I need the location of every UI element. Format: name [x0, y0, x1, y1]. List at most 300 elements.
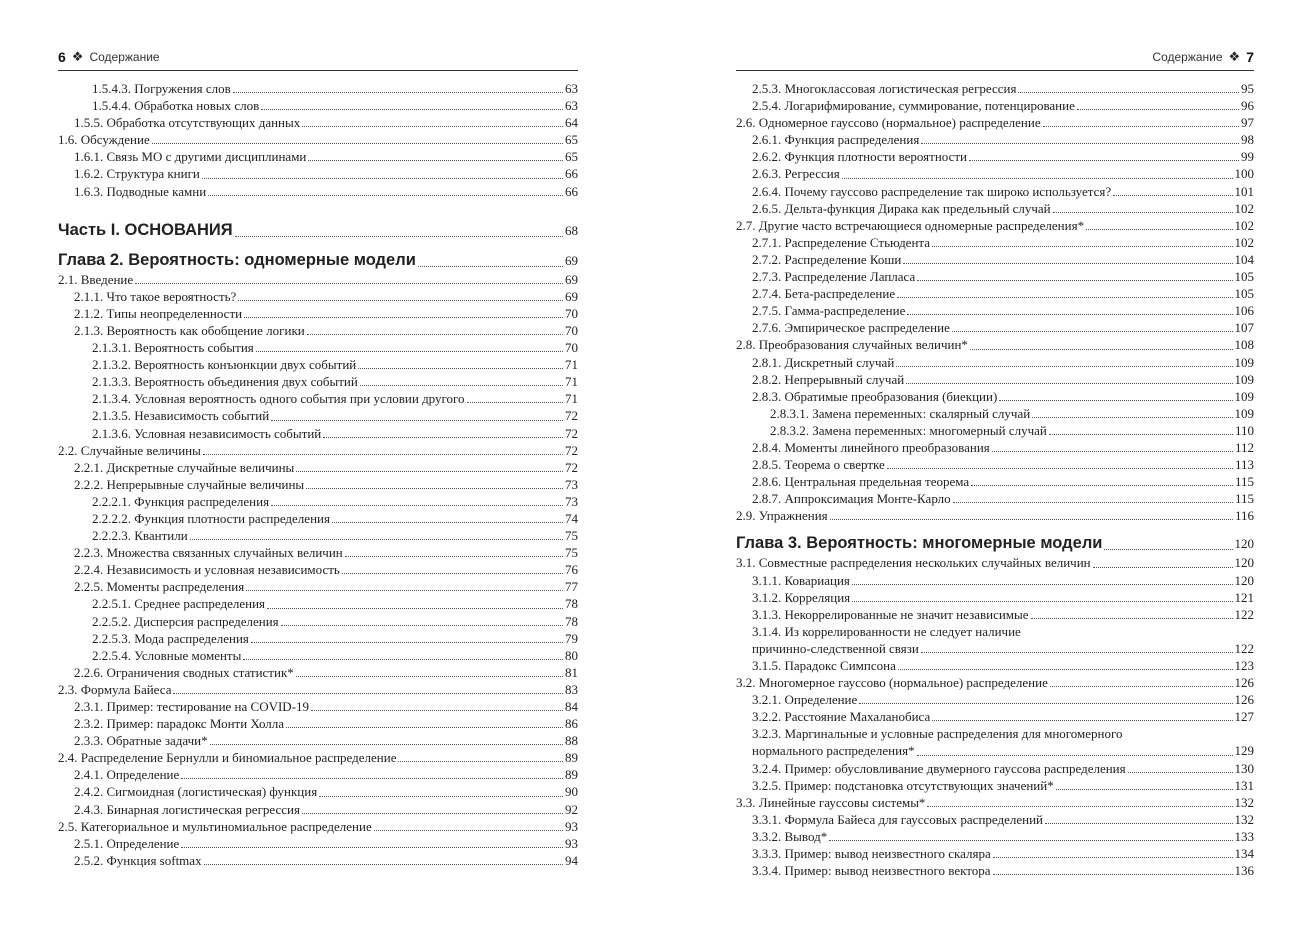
toc-entry[interactable]: [736, 268, 1254, 285]
toc-page-number: 127: [1234, 709, 1254, 725]
toc-entry-title: 3.2.5. Пример: подстановка отсутствующих значений*: [752, 777, 1054, 793]
toc-page-number: 134: [1234, 846, 1254, 862]
toc-page-number: 68: [565, 222, 578, 238]
toc-entry-title: 3.3.1. Формула Байеса для гауссовых распределений: [752, 811, 1044, 827]
toc-heading[interactable]: [736, 532, 1254, 554]
toc-page-number: 130: [1234, 760, 1254, 776]
dot-leader: [829, 839, 1232, 841]
dot-leader: [271, 419, 563, 421]
toc-entry[interactable]: [58, 818, 578, 835]
toc-page-number: 136: [1234, 863, 1254, 879]
dot-leader: [896, 365, 1232, 367]
toc-entry[interactable]: [736, 507, 1254, 524]
dot-leader: [267, 607, 563, 609]
toc-entry[interactable]: [736, 183, 1254, 200]
dot-leader: [243, 658, 563, 660]
running-title: Содержание: [89, 50, 160, 64]
toc-entry[interactable]: [736, 165, 1254, 182]
header-rule: [58, 70, 578, 71]
dot-leader: [235, 235, 563, 237]
toc-entry-title: 1.6.1. Связь МО с другими дисциплинами: [74, 149, 307, 165]
dot-leader: [181, 777, 563, 779]
toc-entry[interactable]: [736, 80, 1254, 97]
toc-page-number: 102: [1234, 234, 1254, 250]
toc-entry[interactable]: [58, 183, 578, 200]
dot-leader: [952, 330, 1233, 332]
dot-leader: [203, 453, 563, 455]
toc-page-number: 102: [1234, 200, 1254, 216]
toc-page-number: 80: [565, 647, 578, 663]
toc-entry[interactable]: [736, 302, 1254, 319]
toc-entry[interactable]: [736, 589, 1254, 606]
toc-entry[interactable]: [58, 148, 578, 165]
toc-entry[interactable]: [58, 305, 578, 322]
dot-leader: [281, 624, 563, 626]
dot-leader: [1128, 771, 1233, 773]
dot-leader: [323, 436, 563, 438]
toc-entry[interactable]: [736, 422, 1254, 439]
toc-page-number: 94: [565, 852, 578, 868]
dot-leader: [244, 316, 563, 318]
dot-leader: [342, 572, 563, 574]
toc-page-number: 95: [1241, 81, 1254, 96]
toc-entry-title: 2.2.2.2. Функция плотности распределения: [92, 510, 330, 526]
dot-leader: [418, 265, 563, 267]
dot-leader: [271, 504, 563, 506]
dot-leader: [261, 108, 563, 110]
toc-entry-title: 2.2.6. Ограничения сводных статистик*: [74, 664, 294, 680]
toc-entry[interactable]: [58, 613, 578, 630]
toc-page-number: 83: [565, 681, 578, 697]
dot-leader: [1032, 416, 1232, 418]
toc-entry-title: 2.4. Распределение Бернулли и биномиальное распределение: [58, 750, 397, 766]
dot-leader: [971, 484, 1233, 486]
toc-entry-title: 1.6.3. Подводные камни: [74, 183, 207, 199]
toc-entry[interactable]: [736, 114, 1254, 131]
dot-leader: [1056, 788, 1233, 790]
toc-entry[interactable]: [736, 439, 1254, 456]
dot-leader: [1045, 822, 1232, 824]
toc-page-number: 76: [565, 562, 578, 578]
toc-entry[interactable]: [58, 493, 578, 510]
toc-entry[interactable]: [58, 390, 578, 407]
dot-leader: [1086, 228, 1232, 230]
toc-entry-title: 2.2.5.3. Мода распределения: [92, 630, 249, 646]
toc-entry[interactable]: [58, 442, 578, 459]
toc-entry-title: 2.2.3. Множества связанных случайных величин: [74, 545, 343, 561]
toc-entry[interactable]: [736, 760, 1254, 777]
toc-page-number: 75: [565, 545, 578, 561]
toc-entry[interactable]: [736, 742, 1254, 759]
toc-entry-title: 2.8.3. Обратимые преобразования (биекции): [752, 388, 998, 404]
toc-page-number: 115: [1234, 474, 1254, 490]
toc-page-number: 106: [1234, 303, 1254, 319]
toc-page-number: 120: [1234, 572, 1254, 588]
dot-leader: [842, 177, 1233, 179]
toc-entry[interactable]: [736, 708, 1254, 725]
toc-entry[interactable]: [58, 271, 578, 288]
toc-page-number: 70: [565, 322, 578, 338]
toc-entry[interactable]: [58, 322, 578, 339]
toc-entry-title: 2.1.3.5. Независимость событий: [92, 408, 270, 424]
toc-entry[interactable]: [736, 405, 1254, 422]
dot-leader: [993, 856, 1233, 858]
toc-entry-title: 3.1.3. Некоррелированные не значит независимые: [752, 606, 1029, 622]
toc-entry-title: 2.8.6. Центральная предельная теорема: [752, 474, 970, 490]
toc-entry[interactable]: [58, 561, 578, 578]
toc-page-number: 109: [1234, 371, 1254, 387]
toc-entry-title: 2.1.3. Вероятность как обобщение логики: [74, 322, 305, 338]
toc-page-number: 75: [565, 528, 578, 544]
dot-leader: [970, 348, 1233, 350]
toc-entry-title: 2.7. Другие часто встречающиеся одномерные распределения*: [736, 217, 1085, 233]
dot-leader: [932, 719, 1232, 721]
dot-leader: [917, 279, 1232, 281]
toc-entry[interactable]: [736, 725, 1254, 742]
toc-entry-title: 3.2.4. Пример: обусловливание двумерного гауссова распределения: [752, 760, 1126, 776]
toc-entry[interactable]: [58, 749, 578, 766]
toc-entry-title: 2.2.2.3. Квантили: [92, 528, 188, 544]
toc-entry-title: 2.4.3. Бинарная логистическая регрессия: [74, 801, 300, 817]
toc-entry-title: причинно-следственной связи: [752, 640, 919, 656]
toc-entry[interactable]: [58, 664, 578, 681]
toc-entry[interactable]: [736, 148, 1254, 165]
dot-leader: [859, 702, 1232, 704]
toc-spacer: [58, 241, 578, 249]
toc-entry-title: 2.7.3. Распределение Лапласа: [752, 269, 916, 285]
dot-leader: [308, 159, 563, 161]
toc-page-number: 129: [1234, 743, 1254, 759]
toc-page-number: 89: [565, 750, 578, 766]
toc-entry-title: 2.3. Формула Байеса: [58, 681, 172, 697]
toc-entry[interactable]: [736, 131, 1254, 148]
toc-entry-title: 2.4.1. Определение: [74, 767, 180, 783]
toc-entry[interactable]: [58, 80, 578, 97]
toc-entry[interactable]: [58, 835, 578, 852]
toc-entry[interactable]: [736, 354, 1254, 371]
header-rule: [736, 70, 1254, 71]
toc-entry-title: 2.6.1. Функция распределения: [752, 132, 920, 148]
toc-entry[interactable]: [736, 285, 1254, 302]
dot-leader: [1053, 211, 1233, 213]
toc-entry-title: 1.6.2. Структура книги: [74, 166, 200, 182]
toc-page-number: 89: [565, 767, 578, 783]
toc-entry-title: 3.3.4. Пример: вывод неизвестного вектора: [752, 863, 991, 879]
toc-heading[interactable]: [58, 249, 578, 271]
toc-entry[interactable]: [58, 510, 578, 527]
dot-leader: [852, 583, 1233, 585]
toc-page-number: 112: [1234, 439, 1254, 455]
dot-leader: [302, 812, 563, 814]
toc-page-number: 115: [1234, 491, 1254, 507]
toc-page-number: 107: [1234, 320, 1254, 336]
dot-leader: [208, 194, 563, 196]
dot-leader: [906, 382, 1232, 384]
toc-spacer: [736, 524, 1254, 532]
dot-leader: [152, 142, 563, 144]
ornament-icon: ❖: [71, 49, 84, 64]
toc-entry[interactable]: [58, 165, 578, 182]
dot-leader: [917, 754, 1233, 756]
toc-entry-title: 2.7.5. Гамма-распределение: [752, 303, 906, 319]
toc-entry-title: 2.7.2. Распределение Коши: [752, 251, 902, 267]
toc-page-number: 131: [1234, 777, 1254, 793]
toc-page-number: 93: [565, 818, 578, 834]
toc-page-number: 104: [1234, 251, 1254, 267]
toc-entry[interactable]: [736, 371, 1254, 388]
toc-entry-title: 2.1.1. Что такое вероятность?: [74, 288, 237, 304]
dot-leader: [969, 159, 1239, 161]
toc-entry[interactable]: [58, 288, 578, 305]
dot-leader: [1018, 91, 1239, 93]
toc-page-number: 105: [1234, 286, 1254, 302]
toc-page-number: 126: [1234, 692, 1254, 708]
dot-leader: [319, 795, 563, 797]
toc-page-number: 132: [1234, 811, 1254, 827]
toc-page-number: 74: [565, 510, 578, 526]
toc-page-number: 109: [1234, 388, 1254, 404]
toc-page-number: 69: [565, 271, 578, 287]
toc-entry[interactable]: [736, 828, 1254, 845]
toc-entry[interactable]: [736, 234, 1254, 251]
running-head: [58, 48, 578, 66]
toc-entry-title: 2.3.3. Обратные задачи*: [74, 733, 208, 749]
toc-entry[interactable]: [736, 200, 1254, 217]
toc-entry[interactable]: [736, 623, 1254, 640]
toc-entry[interactable]: [736, 606, 1254, 623]
toc-entry[interactable]: [736, 490, 1254, 507]
toc-page-number: 64: [565, 115, 578, 131]
right-page: [736, 0, 1254, 935]
dot-leader: [1031, 617, 1233, 619]
toc-entry[interactable]: [736, 794, 1254, 811]
dot-leader: [210, 743, 563, 745]
toc-entry[interactable]: [736, 811, 1254, 828]
toc-page-number: 78: [565, 613, 578, 629]
toc-entry[interactable]: [58, 647, 578, 664]
toc-entry-title: 2.2.5.2. Дисперсия распределения: [92, 613, 279, 629]
toc-entry[interactable]: [58, 407, 578, 424]
toc-entry[interactable]: [58, 425, 578, 442]
toc-page-number: 72: [565, 442, 578, 458]
toc-entry-title: 2.2.2.1. Функция распределения: [92, 493, 270, 509]
dot-leader: [374, 829, 563, 831]
toc-page-number: 99: [1241, 149, 1254, 165]
dot-leader: [251, 641, 563, 643]
toc-entry-title: 2.1.3.3. Вероятность объединения двух событий: [92, 374, 358, 390]
toc-page-number: 70: [565, 340, 578, 356]
dot-leader: [897, 296, 1232, 298]
toc-page-number: 66: [565, 166, 578, 182]
dot-leader: [173, 692, 563, 694]
toc-entry-title: 3.1.1. Ковариация: [752, 572, 850, 588]
toc-entry[interactable]: [58, 97, 578, 114]
toc-entry-title: 2.7.4. Бета-распределение: [752, 286, 896, 302]
toc-entry[interactable]: [736, 336, 1254, 353]
toc-entry[interactable]: [58, 578, 578, 595]
toc-heading[interactable]: [58, 219, 578, 241]
toc-page-number: 123: [1234, 658, 1254, 673]
toc-entry-title: 2.5.1. Определение: [74, 835, 180, 851]
toc-entry[interactable]: [58, 766, 578, 783]
toc-entry[interactable]: [736, 845, 1254, 862]
toc-entry-title: 2.9. Упражнения: [736, 508, 828, 524]
toc-page-number: 81: [565, 664, 578, 680]
toc-entry[interactable]: [58, 339, 578, 356]
toc-page-number: 79: [565, 630, 578, 646]
toc-entry-title: 3.2.1. Определение: [752, 692, 858, 708]
dot-leader: [993, 873, 1233, 875]
toc-entry-title: 2.2.5. Моменты распределения: [74, 579, 245, 595]
dot-leader: [1043, 125, 1239, 127]
toc-entry-title: 2.1.3.4. Условная вероятность одного события при условии другого: [92, 391, 465, 407]
dot-leader: [830, 518, 1233, 520]
toc-page-number: 132: [1234, 794, 1254, 810]
toc-page-number: 72: [565, 459, 578, 475]
running-head: [736, 48, 1254, 66]
dot-leader: [202, 177, 563, 179]
toc-page-number: 71: [565, 374, 578, 390]
toc-entry-title: 2.2.5.1. Среднее распределения: [92, 596, 266, 612]
toc-entry-title: 2.5.4. Логарифмирование, суммирование, потенцирование: [752, 98, 1075, 114]
dot-leader: [307, 333, 563, 335]
toc-entry[interactable]: [58, 732, 578, 749]
toc-page-number: 122: [1234, 640, 1254, 656]
toc-list: [58, 80, 578, 869]
dot-leader: [360, 384, 563, 386]
dot-leader: [286, 726, 563, 728]
dot-leader: [1093, 566, 1233, 568]
dot-leader: [306, 487, 563, 489]
dot-leader: [927, 805, 1232, 807]
toc-page-number: 120: [1234, 536, 1254, 552]
toc-entry[interactable]: [736, 572, 1254, 589]
toc-page-number: 116: [1234, 508, 1254, 524]
toc-entry[interactable]: [736, 640, 1254, 657]
toc-page-number: 72: [565, 408, 578, 424]
dot-leader: [992, 450, 1233, 452]
toc-entry-title: 2.6.4. Почему гауссово распределение так широко используется?: [752, 183, 1112, 199]
dot-leader: [932, 245, 1232, 247]
toc-entry-title: 2.8.3.2. Замена переменных: многомерный случай: [770, 422, 1047, 438]
toc-entry-title: 2.5.3. Многоклассовая логистическая регрессия: [752, 81, 1017, 96]
dot-leader: [898, 668, 1233, 670]
toc-entry[interactable]: [736, 777, 1254, 794]
toc-entry-title: 3.1.4. Из коррелированности не следует наличие: [752, 623, 1021, 639]
toc-entry-title: 2.1.3.2. Вероятность конъюнкции двух событий: [92, 357, 357, 373]
dot-leader: [296, 470, 563, 472]
toc-entry[interactable]: [736, 251, 1254, 268]
toc-entry[interactable]: [58, 681, 578, 698]
toc-entry[interactable]: [736, 456, 1254, 473]
dot-leader: [311, 709, 563, 711]
toc-entry[interactable]: [58, 595, 578, 612]
toc-page-number: 90: [565, 784, 578, 800]
left-page: [58, 0, 578, 935]
toc-entry[interactable]: [58, 356, 578, 373]
dot-leader: [1104, 548, 1232, 550]
toc-entry[interactable]: [736, 97, 1254, 114]
toc-page-number: 93: [565, 835, 578, 851]
toc-entry-title: 2.2.5.4. Условные моменты: [92, 647, 242, 663]
toc-entry-title: 1.5.4.4. Обработка новых слов: [92, 98, 260, 114]
toc-entry-title: 2.6.5. Дельта-функция Дирака как предельный случай: [752, 200, 1051, 216]
toc-entry[interactable]: [58, 698, 578, 715]
toc-entry-title: 3.3. Линейные гауссовы системы*: [736, 794, 926, 810]
toc-entry-title: 2.8. Преобразования случайных величин*: [736, 337, 968, 353]
dot-leader: [246, 589, 563, 591]
toc-page-number: 65: [565, 132, 578, 148]
dot-leader: [135, 282, 563, 284]
toc-page-number: 69: [565, 252, 578, 268]
toc-page-number: 72: [565, 425, 578, 441]
dot-leader: [921, 651, 1233, 653]
toc-entry[interactable]: [58, 527, 578, 544]
toc-entry-title: Часть I. ОСНОВАНИЯ: [58, 220, 233, 239]
toc-entry-title: 1.5.5. Обработка отсутствующих данных: [74, 115, 301, 131]
toc-entry[interactable]: [736, 554, 1254, 571]
toc-page-number: 86: [565, 716, 578, 732]
page-number: 7: [1246, 49, 1254, 65]
toc-entry[interactable]: [736, 217, 1254, 234]
toc-spacer: [58, 200, 578, 219]
toc-entry[interactable]: [736, 691, 1254, 708]
toc-entry[interactable]: [736, 319, 1254, 336]
toc-page-number: 88: [565, 733, 578, 749]
toc-entry[interactable]: [58, 544, 578, 561]
toc-entry[interactable]: [58, 131, 578, 148]
toc-entry[interactable]: [58, 801, 578, 818]
toc-entry[interactable]: [58, 459, 578, 476]
toc-entry[interactable]: [58, 783, 578, 800]
toc-page-number: 70: [565, 305, 578, 321]
toc-entry[interactable]: [736, 862, 1254, 879]
toc-entry[interactable]: [58, 476, 578, 493]
ornament-icon: ❖: [1228, 49, 1241, 64]
dot-leader: [256, 350, 563, 352]
toc-entry[interactable]: [58, 373, 578, 390]
toc-entry-title: 3.3.2. Вывод*: [752, 828, 828, 844]
toc-entry-title: 3.3.3. Пример: вывод неизвестного скаляра: [752, 846, 991, 862]
toc-entry[interactable]: [736, 473, 1254, 490]
dot-leader: [921, 142, 1239, 144]
toc-entry-title: 2.8.2. Непрерывный случай: [752, 371, 905, 387]
toc-entry-title: 2.3.1. Пример: тестирование на COVID-19: [74, 699, 310, 714]
toc-page-number: 98: [1241, 132, 1254, 148]
toc-page-number: 109: [1234, 405, 1254, 421]
toc-page-number: 105: [1234, 269, 1254, 285]
toc-entry-title: 3.1.2. Корреляция: [752, 589, 851, 605]
toc-entry[interactable]: [58, 852, 578, 869]
dot-leader: [181, 846, 563, 848]
toc-entry-title: 2.5.2. Функция softmax: [74, 852, 202, 868]
toc-page-number: 113: [1234, 457, 1254, 473]
toc-entry[interactable]: [58, 114, 578, 131]
toc-entry[interactable]: [736, 388, 1254, 405]
toc-page-number: 71: [565, 357, 578, 373]
toc-entry-title: 2.2.2. Непрерывные случайные величины: [74, 476, 305, 492]
toc-entry-title: 2.2.4. Независимость и условная независимость: [74, 562, 340, 578]
toc-page-number: 96: [1241, 98, 1254, 114]
toc-entry-title: 2.8.3.1. Замена переменных: скалярный случай: [770, 405, 1031, 421]
toc-page-number: 121: [1234, 589, 1254, 605]
toc-entry[interactable]: [736, 657, 1254, 674]
toc-entry[interactable]: [58, 715, 578, 732]
toc-page-number: 109: [1234, 354, 1254, 370]
toc-page-number: 120: [1234, 555, 1254, 571]
toc-entry[interactable]: [736, 674, 1254, 691]
toc-entry[interactable]: [58, 630, 578, 647]
